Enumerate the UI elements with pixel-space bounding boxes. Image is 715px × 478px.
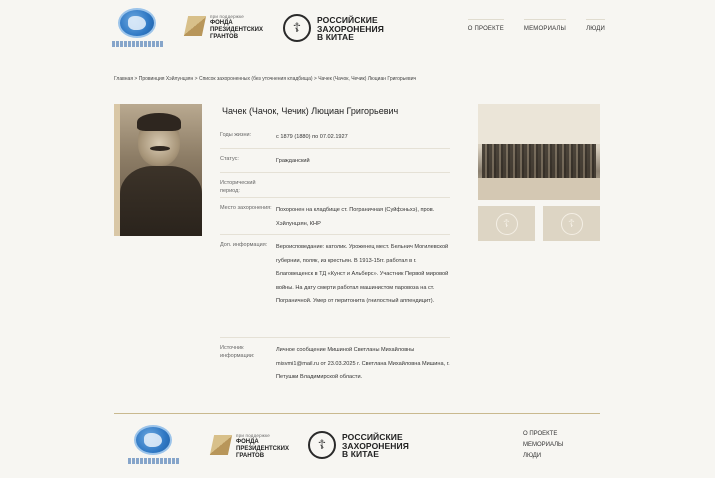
detail-value: Личное сообщение Мишиной Светланы Михайловны misvmi1@mail.ru от 23.03.2025 г. Светлана Михайловна Мишина, г. Петушки Владимирской области.: [276, 347, 450, 380]
grants-mark-icon: [184, 16, 206, 36]
person-name: Чачек (Чачок, Чечик) Люциан Григорьевич: [222, 106, 399, 116]
project-line-2: ЗАХОРОНЕНИЯ: [342, 440, 409, 451]
globe-icon: [134, 425, 172, 455]
portrait-mustache: [150, 146, 170, 151]
photo-sky: [478, 104, 600, 144]
detail-label: Источник информации:: [220, 345, 255, 359]
portrait-frame: [114, 104, 202, 236]
org-logo[interactable]: [112, 6, 164, 50]
portrait-body: [120, 166, 202, 236]
portrait-photo[interactable]: [120, 104, 202, 236]
grants-line-1: ФОНДА: [236, 439, 259, 445]
nav-about[interactable]: О ПРОЕКТЕ: [468, 19, 504, 32]
detail-row-source: [220, 338, 450, 400]
grants-line-3: ГРАНТОВ: [236, 453, 265, 459]
grants-line-2: ПРЕЗИДЕНТСКИХ: [236, 446, 289, 452]
portrait-hair: [137, 113, 181, 131]
footer-org-logo[interactable]: [128, 423, 180, 467]
project-line-1: РОССИЙСКИЕ: [342, 432, 403, 442]
grants-logo[interactable]: [186, 14, 268, 46]
cross-emblem-icon: ☦: [283, 14, 311, 42]
person-details: [220, 125, 450, 400]
gallery-thumb[interactable]: [543, 206, 600, 241]
grants-line-2: ПРЕЗИДЕНТСКИХ: [210, 27, 263, 33]
detail-value: Похоронен на кладбище ст. Пограничная (Суйфэньхэ), пров. Хэйлунцзян, КНР: [276, 207, 435, 227]
project-line-3: В КИТАЕ: [342, 449, 379, 459]
globe-icon: [118, 8, 156, 38]
detail-label: Статус:: [220, 156, 239, 162]
footer-nav-people[interactable]: ЛЮДИ: [523, 453, 542, 459]
nav-people[interactable]: ЛЮДИ: [586, 19, 605, 32]
site-footer: [128, 423, 588, 469]
nav-memorials[interactable]: МЕМОРИАЛЫ: [524, 19, 566, 32]
main-nav: [468, 19, 605, 32]
project-line-2: ЗАХОРОНЕНИЯ: [317, 23, 384, 34]
project-line-3: В КИТАЕ: [317, 32, 354, 42]
site-header: [108, 6, 605, 54]
grants-line-1: ФОНДА: [210, 20, 233, 26]
project-logo-text: [317, 16, 384, 42]
cross-emblem-icon: ☦: [496, 213, 518, 235]
breadcrumb[interactable]: Главная > Провинция Хэйлунцзян > Список захороненных (без уточнения кладбища) > Чачек (Чачок, Чечик) Люциан Григорьевич: [114, 76, 417, 82]
footer-nav: [523, 430, 563, 460]
org-logo-caption: [128, 458, 180, 464]
cross-emblem-icon: ☦: [308, 431, 336, 459]
detail-row-status: [220, 149, 450, 173]
detail-label: Исторический период:: [220, 180, 256, 194]
footer-divider: [114, 413, 600, 414]
footer-nav-memorials[interactable]: МЕМОРИАЛЫ: [523, 442, 564, 448]
footer-nav-about[interactable]: О ПРОЕКТЕ: [523, 431, 558, 437]
detail-value: [276, 179, 450, 192]
detail-value: с 1879 (1880) по 07.02.1927: [276, 134, 348, 140]
gallery-main-photo[interactable]: [478, 104, 600, 200]
photo-ground: [478, 178, 600, 200]
grants-small-text: при поддержке: [236, 433, 270, 438]
detail-row-burial: [220, 198, 450, 235]
detail-row-period: [220, 173, 450, 198]
grants-mark-icon: [210, 435, 232, 455]
grants-text: [236, 439, 289, 460]
grants-small-text: при поддержке: [210, 14, 244, 19]
project-logo-text: [342, 433, 409, 459]
detail-row-years: [220, 125, 450, 149]
gallery-thumb[interactable]: [478, 206, 535, 241]
org-logo-caption: [112, 41, 164, 47]
footer-project-logo[interactable]: [308, 431, 418, 465]
project-line-1: РОССИЙСКИЕ: [317, 15, 378, 25]
footer-grants-logo[interactable]: [212, 433, 292, 463]
detail-value: Вероисповедание: католик. Уроженец мест. Бельнич Могилевской губернии, поляк, из крестьян. В 1913-15гг. работал в г. Благовещенск в ТД «Кунст и Альберс». Участник Первой мировой войны. На дату смерти работал машинистом паровоза на ст. Пограничной. Умер от перитонита (гнилостный аппендицит).: [276, 244, 449, 304]
cross-emblem-icon: ☦: [561, 213, 583, 235]
detail-row-extra: [220, 235, 450, 338]
project-logo[interactable]: [283, 14, 393, 48]
detail-label: Годы жизни:: [220, 132, 252, 138]
grants-text: [210, 20, 263, 41]
detail-label: Доп. информация:: [220, 242, 268, 248]
detail-label: Место захоронения:: [220, 205, 272, 211]
detail-value: Гражданский: [276, 158, 310, 164]
grants-line-3: ГРАНТОВ: [210, 34, 239, 40]
photo-crowd: [482, 144, 596, 178]
